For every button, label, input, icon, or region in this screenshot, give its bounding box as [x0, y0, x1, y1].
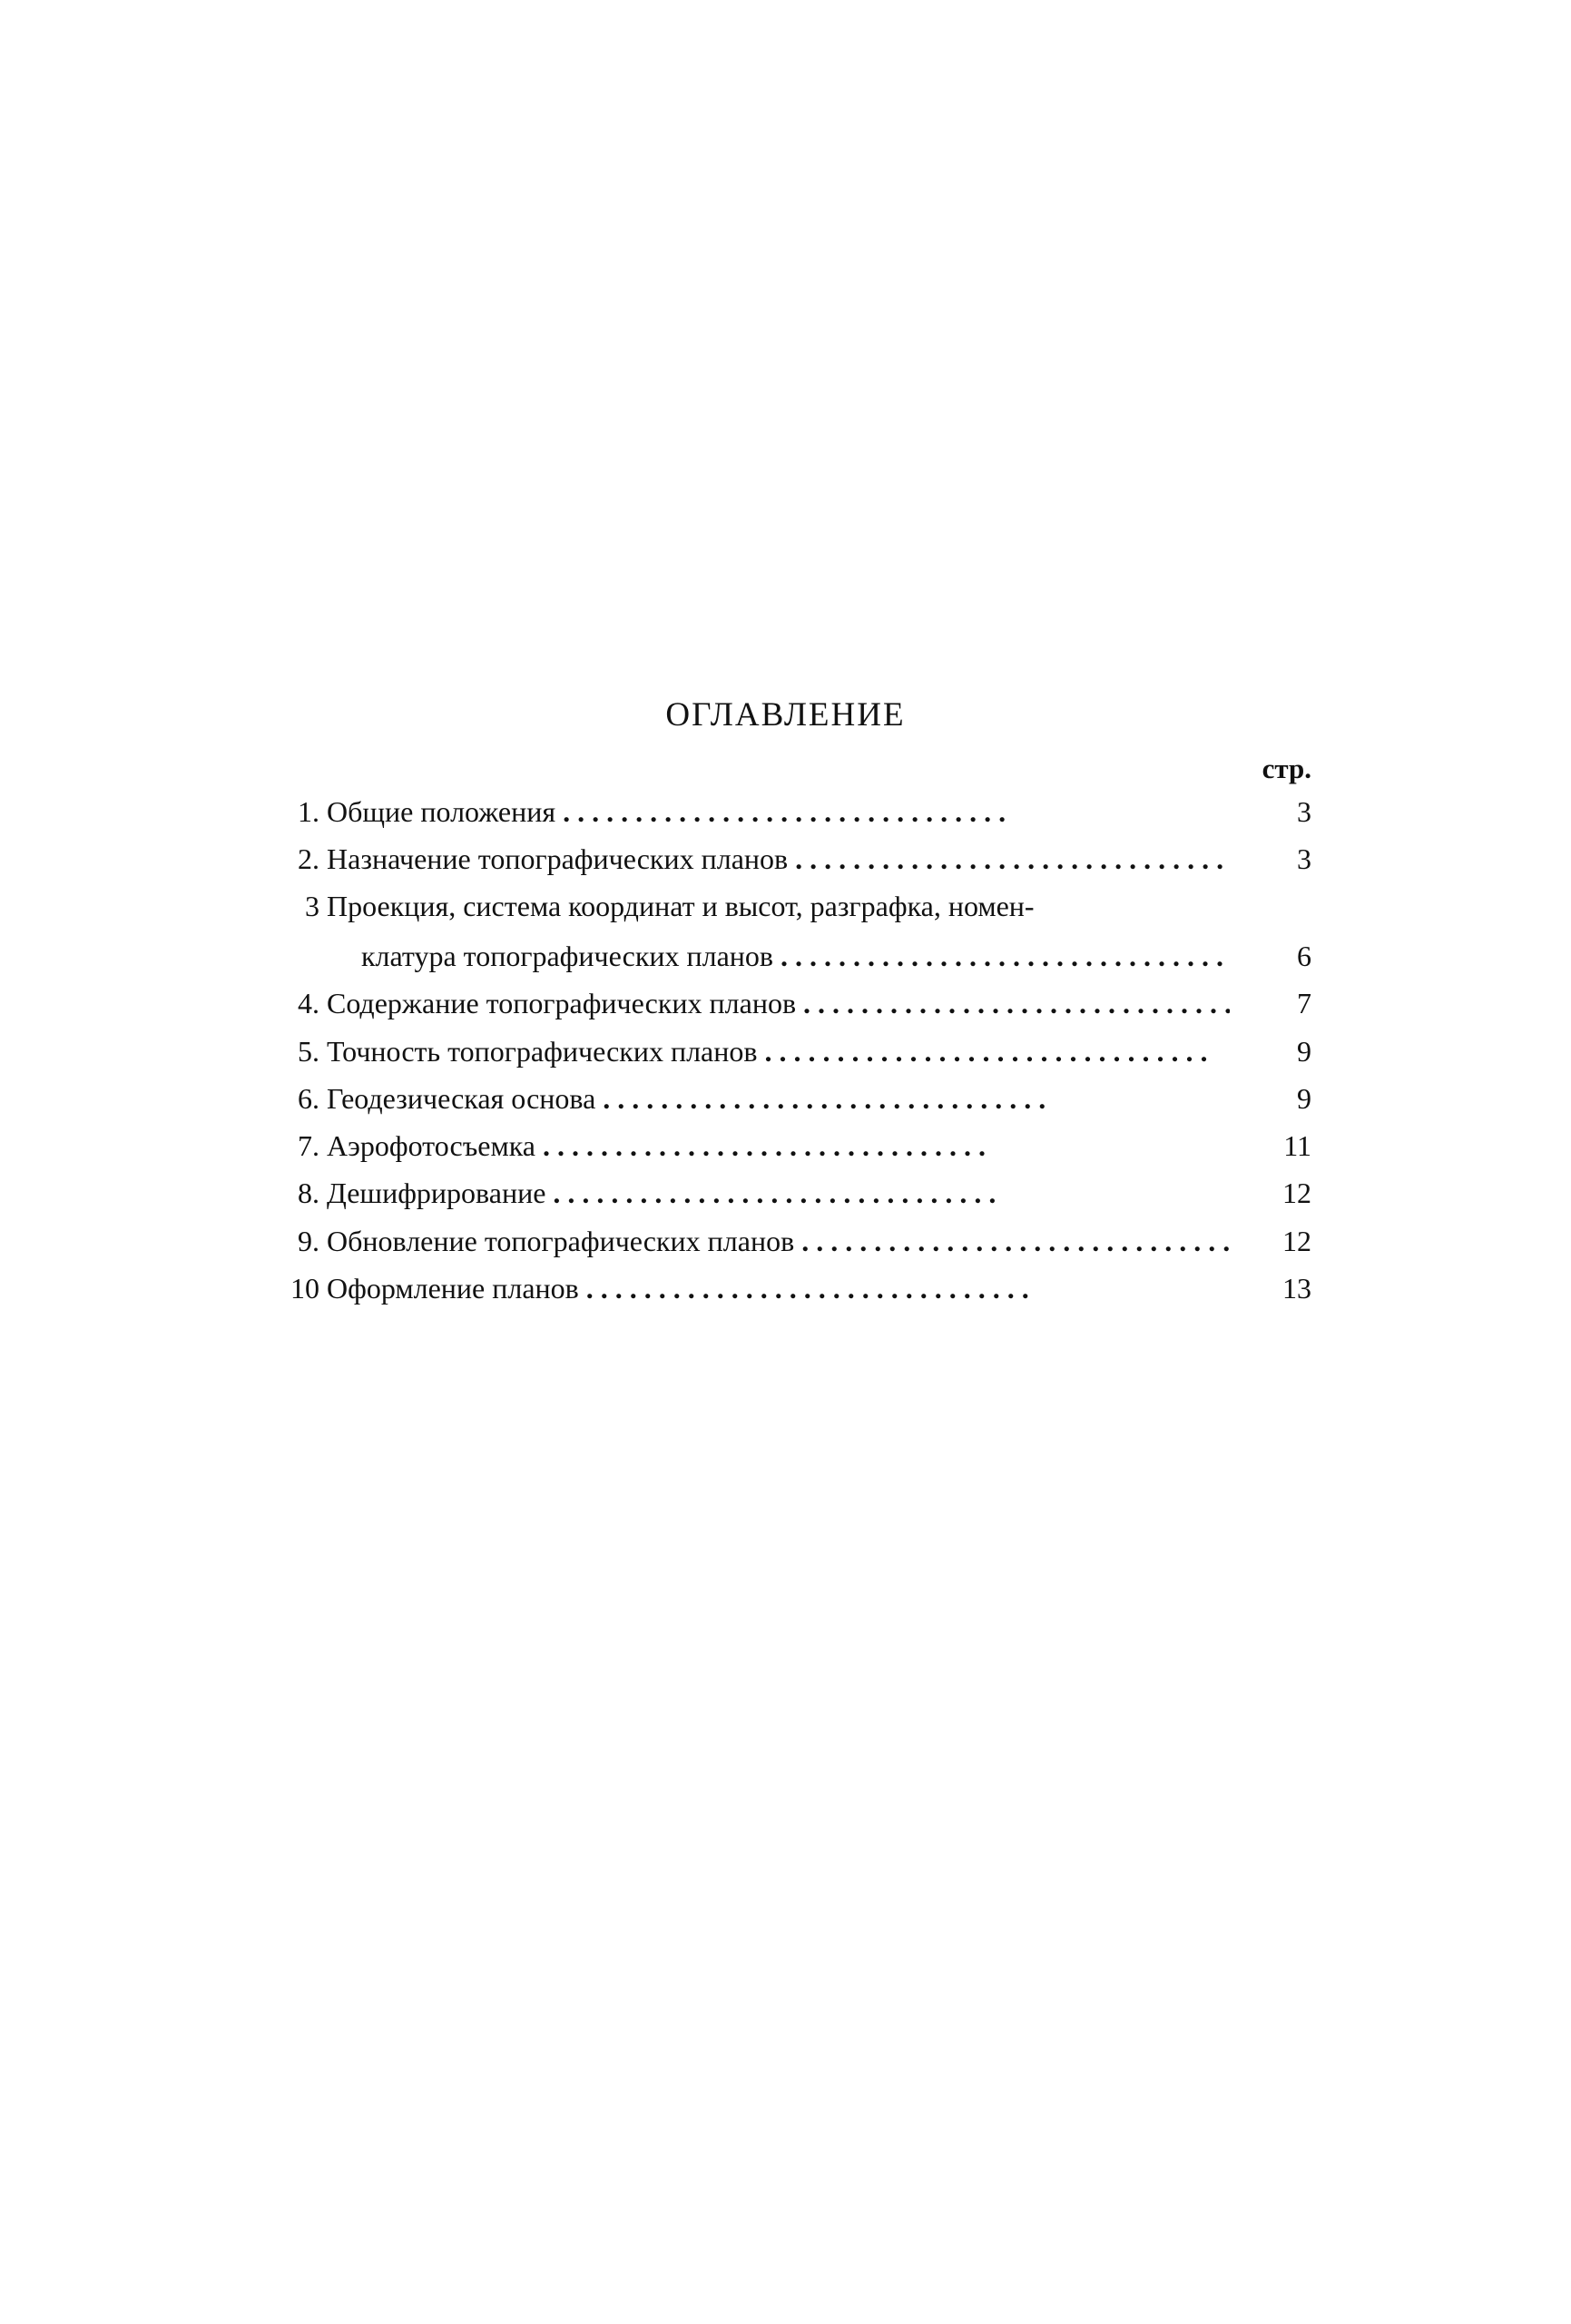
toc-entry-title: Назначение топографических планов . .: [327, 839, 1230, 879]
toc-entry-number: 6.: [298, 1082, 319, 1115]
toc-entry-number: 7.: [298, 1129, 319, 1162]
toc-entry-page: 9: [1297, 1082, 1311, 1115]
toc-entry-title: Общие положения . .: [327, 792, 1230, 832]
toc-entry-number: 9.: [298, 1225, 319, 1257]
toc-entry-page: 11: [1283, 1129, 1311, 1162]
page-title: ОГЛАВЛЕНИЕ: [665, 696, 906, 734]
toc-entry-title: Дешифрирование . .: [327, 1173, 1230, 1213]
toc-entry-page: 12: [1282, 1177, 1311, 1209]
toc-entry-number: 3: [305, 890, 319, 922]
toc-entry-title-continuation: клатура топографических планов . .: [361, 936, 1230, 976]
toc-entry-title: Аэрофотосъемка . .: [327, 1126, 1230, 1166]
toc-entry-title: Геодезическая основа . .: [327, 1078, 1230, 1118]
toc-entry-update[interactable]: [272, 1221, 1311, 1261]
toc-entry-number: 2.: [298, 842, 319, 875]
toc-entry-number: 5.: [298, 1035, 319, 1068]
toc-entry-accuracy[interactable]: [272, 1031, 1311, 1071]
toc-entry-page: 12: [1282, 1225, 1311, 1257]
toc-entry-title: Содержание топографических планов . .: [327, 983, 1230, 1023]
toc-entry-page: 3: [1297, 795, 1311, 828]
toc-entry-title: Точность топографических планов . .: [327, 1031, 1230, 1071]
toc-entry-number: 4.: [298, 987, 319, 1019]
toc-entry-page: 3: [1297, 842, 1311, 875]
toc-entry-title: Оформление планов . .: [327, 1268, 1230, 1308]
toc-entry-page: 6: [1297, 940, 1311, 972]
toc-entry-projection-cont[interactable]: [272, 936, 1311, 976]
toc-entry-general-provisions[interactable]: [272, 792, 1311, 832]
toc-entry-title: Проекция, система координат и высот, разграфка, номен-: [327, 890, 1035, 922]
toc-entry-page: 13: [1282, 1272, 1311, 1305]
toc-entry-title: Обновление топографических планов . .: [327, 1221, 1230, 1261]
toc-entry-page: 7: [1297, 987, 1311, 1019]
toc-entry-design[interactable]: [272, 1268, 1311, 1308]
toc-entry-projection[interactable]: [272, 886, 1311, 926]
page-column-label: стр.: [1262, 753, 1311, 784]
toc-entry-purpose[interactable]: [272, 839, 1311, 879]
toc-entry-content[interactable]: [272, 983, 1311, 1023]
toc-entry-page: 9: [1297, 1035, 1311, 1068]
toc-entry-number: 8.: [298, 1177, 319, 1209]
toc-entry-geodetic-base[interactable]: [272, 1078, 1311, 1118]
toc-entry-aerial-survey[interactable]: [272, 1126, 1311, 1166]
toc-entry-number: 10: [290, 1272, 319, 1305]
toc-entry-interpretation[interactable]: [272, 1173, 1311, 1213]
toc-entry-number: 1.: [298, 795, 319, 828]
